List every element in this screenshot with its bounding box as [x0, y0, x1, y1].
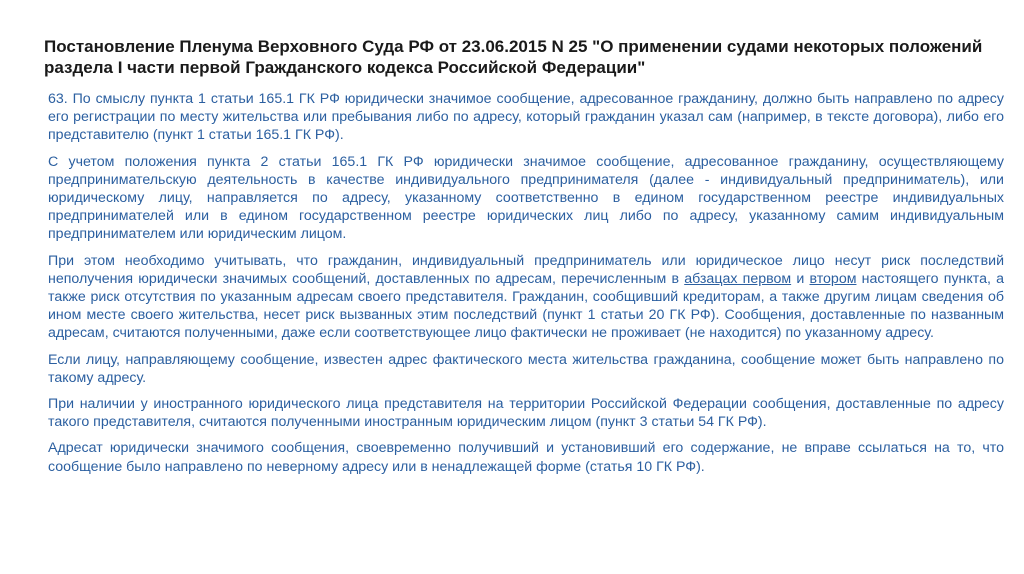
paragraph-4: Если лицу, направляющему сообщение, известен адрес фактического места жительства гражданина, сообщение может быть направлено по такому адресу. [48, 351, 1004, 386]
paragraph-6: Адресат юридически значимого сообщения, своевременно получивший и установивший его содержание, не вправе ссылаться на то, что сообщение было направлено по неверному адресу или в ненадлежащей форме (статья 10 ГК РФ). [48, 440, 1004, 475]
paragraph-3-text-a: При этом необходимо учитывать, что гражданин, индивидуальный предприниматель или юридическое лицо несут риск последствий неполучения юридически значимых сообщений, доставленных по адресам, перечисленным в [48, 252, 1004, 287]
link-first-paragraphs[interactable]: абзацах первом [684, 270, 792, 287]
paragraph-3-text-b: и [791, 270, 810, 287]
paragraph-3 [48, 252, 1004, 343]
paragraph-2: С учетом положения пункта 2 статьи 165.1 ГК РФ юридически значимое сообщение, адресованное гражданину, осуществляющему предпринимательскую деятельность в качестве индивидуального предпринимателя (далее - индивидуальный предприниматель), или юридическому лицу, направляется по адресу, указанному соответственно в едином государственном реестре индивидуальных предпринимателей или в едином государственном реестре юридических лиц либо по адресу, указанному самим индивидуальным предпринимателем или юридическим лицом. [48, 153, 1004, 243]
paragraph-1: 63. По смыслу пункта 1 статьи 165.1 ГК РФ юридически значимое сообщение, адресованное гражданину, должно быть направлено по адресу его регистрации по месту жительства или пребывания либо по адресу, который гражданин указал сам (например, в тексте договора), либо его представителю (пункт 1 статьи 165.1 ГК РФ). [48, 91, 1004, 144]
paragraph-3-text-c: настоящего пункта, а также риск отсутствия по указанным адресам своего представителя. Гражданин, сообщивший кредиторам, а также другим лицам сведения об ином месте своего жительства, несет риск вызванных этим последствий (пункт 1 статьи 20 ГК РФ). Сообщения, доставленные по названным адресам, считаются полученными, даже если соответствующее лицо фактически не проживает (не находится) по указанному адресу. [48, 270, 1005, 342]
page-title: Постановление Пленума Верховного Суда РФ от 23.06.2015 N 25 "О применении судами некоторых положений раздела I части первой Гражданского кодекса Российской Федерации" [44, 37, 983, 77]
document-body [48, 90, 1004, 476]
link-second-paragraph[interactable]: втором [809, 270, 857, 287]
paragraph-5: При наличии у иностранного юридического лица представителя на территории Российской Федерации сообщения, доставленные по адресу такого представителя, считаются полученными иностранным юридическим лицом (пункт 3 статьи 54 ГК РФ). [48, 396, 1004, 431]
